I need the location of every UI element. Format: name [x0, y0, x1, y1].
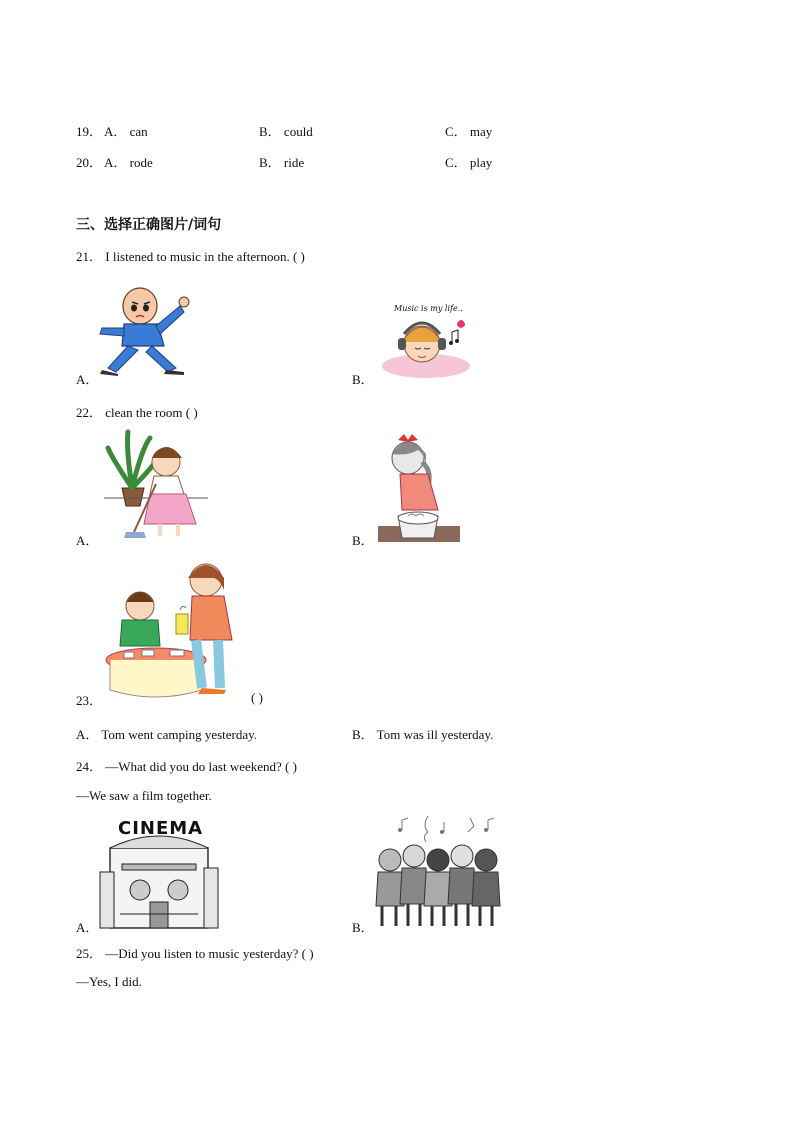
cinema-caption: CINEMA	[118, 818, 204, 839]
q19-option-b[interactable]: B． could	[259, 124, 313, 139]
q19-number: 19．	[76, 124, 103, 139]
sweeping-girl-image	[104, 428, 208, 540]
q19-option-a[interactable]: A． can	[104, 124, 148, 139]
q21-option-b[interactable]: B．	[352, 372, 374, 387]
q21-option-a[interactable]: A．	[76, 372, 99, 387]
q22-question: 22． clean the room ( )	[76, 405, 198, 420]
q24-option-b[interactable]: B．	[352, 920, 374, 935]
q20-option-b[interactable]: B． ride	[259, 155, 305, 170]
mother-son-medicine-image	[106, 560, 244, 700]
kungfu-boy-image	[98, 284, 198, 376]
washing-girl-image	[378, 430, 460, 542]
q21-question: 21． I listened to music in the afternoon. ( )	[76, 249, 305, 264]
q22-option-b[interactable]: B．	[352, 533, 374, 548]
music-girl-image	[380, 302, 472, 382]
q20-option-c[interactable]: C． play	[445, 155, 493, 170]
q19-option-c[interactable]: C． may	[445, 124, 493, 139]
q23-option-b[interactable]: B． Tom was ill yesterday.	[352, 727, 494, 742]
q25-question: 25． —Did you listen to music yesterday? ( )	[76, 946, 314, 961]
q23-option-a[interactable]: A． Tom went camping yesterday.	[76, 727, 258, 742]
singing-children-image	[374, 814, 508, 932]
q24-option-a[interactable]: A．	[76, 920, 99, 935]
section-title: 三、选择正确图片/词句	[76, 217, 222, 233]
q24-answer: —We saw a film together.	[76, 788, 212, 803]
q22-option-a[interactable]: A．	[76, 533, 99, 548]
q23-number: 23．	[76, 693, 103, 708]
music-caption: Music is my life..	[394, 304, 463, 313]
q23-paren: ( )	[251, 690, 263, 705]
q25-answer: —Yes, I did.	[76, 974, 142, 989]
q24-question: 24． —What did you do last weekend? ( )	[76, 759, 297, 774]
q20-option-a[interactable]: A． rode	[104, 155, 153, 170]
q20-number: 20．	[76, 155, 103, 170]
